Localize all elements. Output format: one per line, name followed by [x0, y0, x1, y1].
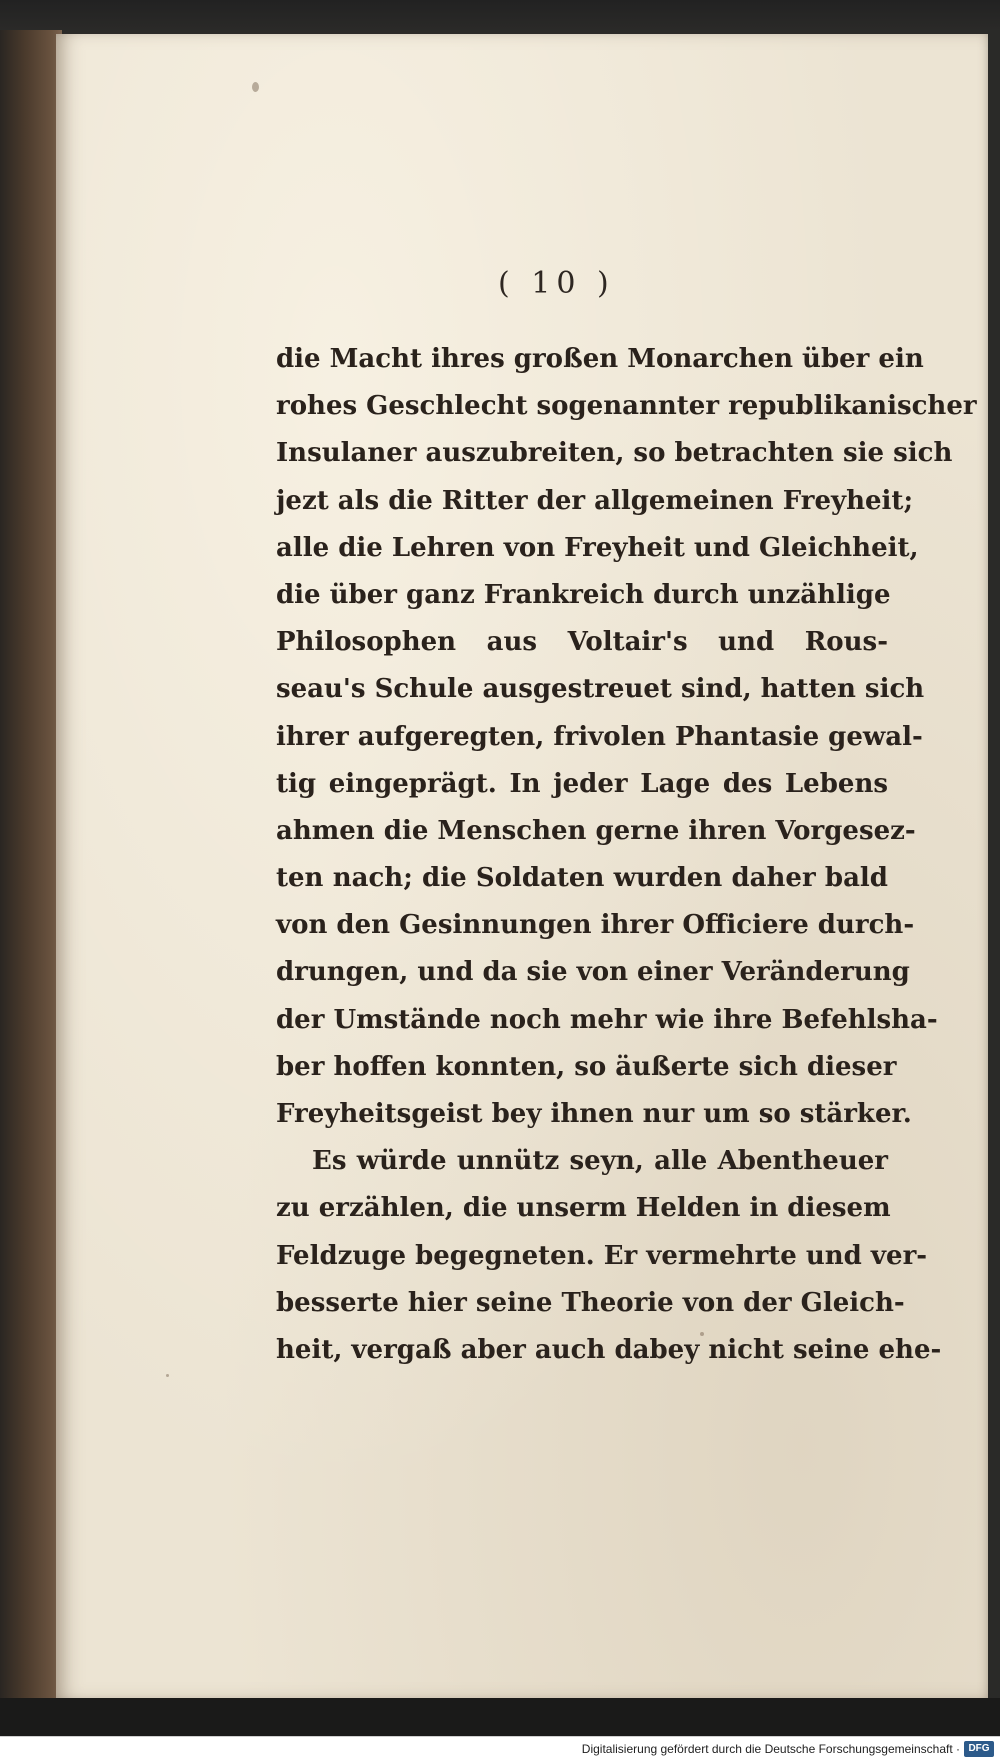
text-line: ten nach; die Soldaten wurden daher bald: [276, 863, 888, 894]
text-line: besserte hier seine Theorie von der Gleich-: [276, 1287, 905, 1318]
text-line: seau's Schule ausgestreuet sind, hatten sich: [276, 674, 925, 705]
text-line: Philosophen aus Voltair's und Rous-: [276, 627, 888, 658]
body-text: [276, 336, 977, 1374]
text-line: der Umstände noch mehr wie ihre Befehlsha-: [276, 1004, 938, 1035]
digitization-footer: [0, 1736, 1000, 1762]
scan-right-border: [988, 30, 1000, 1700]
text-line: heit, vergaß aber auch dabey nicht seine ehe-: [276, 1334, 942, 1365]
text-line: rohes Geschlecht sogenannter republikanischer: [276, 391, 977, 422]
text-line: Es würde unnütz seyn, alle Abentheuer: [312, 1146, 888, 1177]
text-line: die über ganz Frankreich durch unzählige: [276, 579, 891, 610]
text-line: tig eingeprägt. In jeder Lage des Lebens: [276, 768, 888, 799]
text-line: ahmen die Menschen gerne ihren Vorgesez-: [276, 815, 916, 846]
text-line: Feldzuge begegneten. Er vermehrte und ver-: [276, 1240, 928, 1271]
text-line: ihrer aufgeregten, frivolen Phantasie gewal-: [276, 721, 923, 752]
text-line: Insulaner auszubreiten, so betrachten sie sich: [276, 438, 953, 469]
text-line: zu erzählen, die unserm Helden in diesem: [276, 1193, 891, 1224]
funding-credit: Digitalisierung gefördert durch die Deutsche Forschungsgemeinschaft ·: [581, 1742, 960, 1756]
text-line: drungen, und da sie von einer Veränderung: [276, 957, 910, 988]
dfg-logo: DFG: [964, 1741, 994, 1757]
scan-top-border: [0, 0, 1000, 36]
paper-speck: [166, 1374, 169, 1377]
scan-bottom-border: [0, 1698, 1000, 1736]
text-line: von den Gesinnungen ihrer Officiere durch-: [276, 910, 915, 941]
book-spine: [0, 30, 62, 1700]
page-number: ( 10 ): [498, 266, 615, 301]
text-line: Freyheitsgeist bey ihnen nur um so stärker.: [276, 1099, 912, 1129]
text-line: die Macht ihres großen Monarchen über ein: [276, 344, 924, 374]
text-line: alle die Lehren von Freyheit und Gleichheit,: [276, 532, 919, 563]
ink-spot: [252, 82, 259, 92]
text-line: ber hoffen konnten, so äußerte sich dieser: [276, 1051, 897, 1082]
text-line: jezt als die Ritter der allgemeinen Freyheit;: [276, 485, 914, 516]
